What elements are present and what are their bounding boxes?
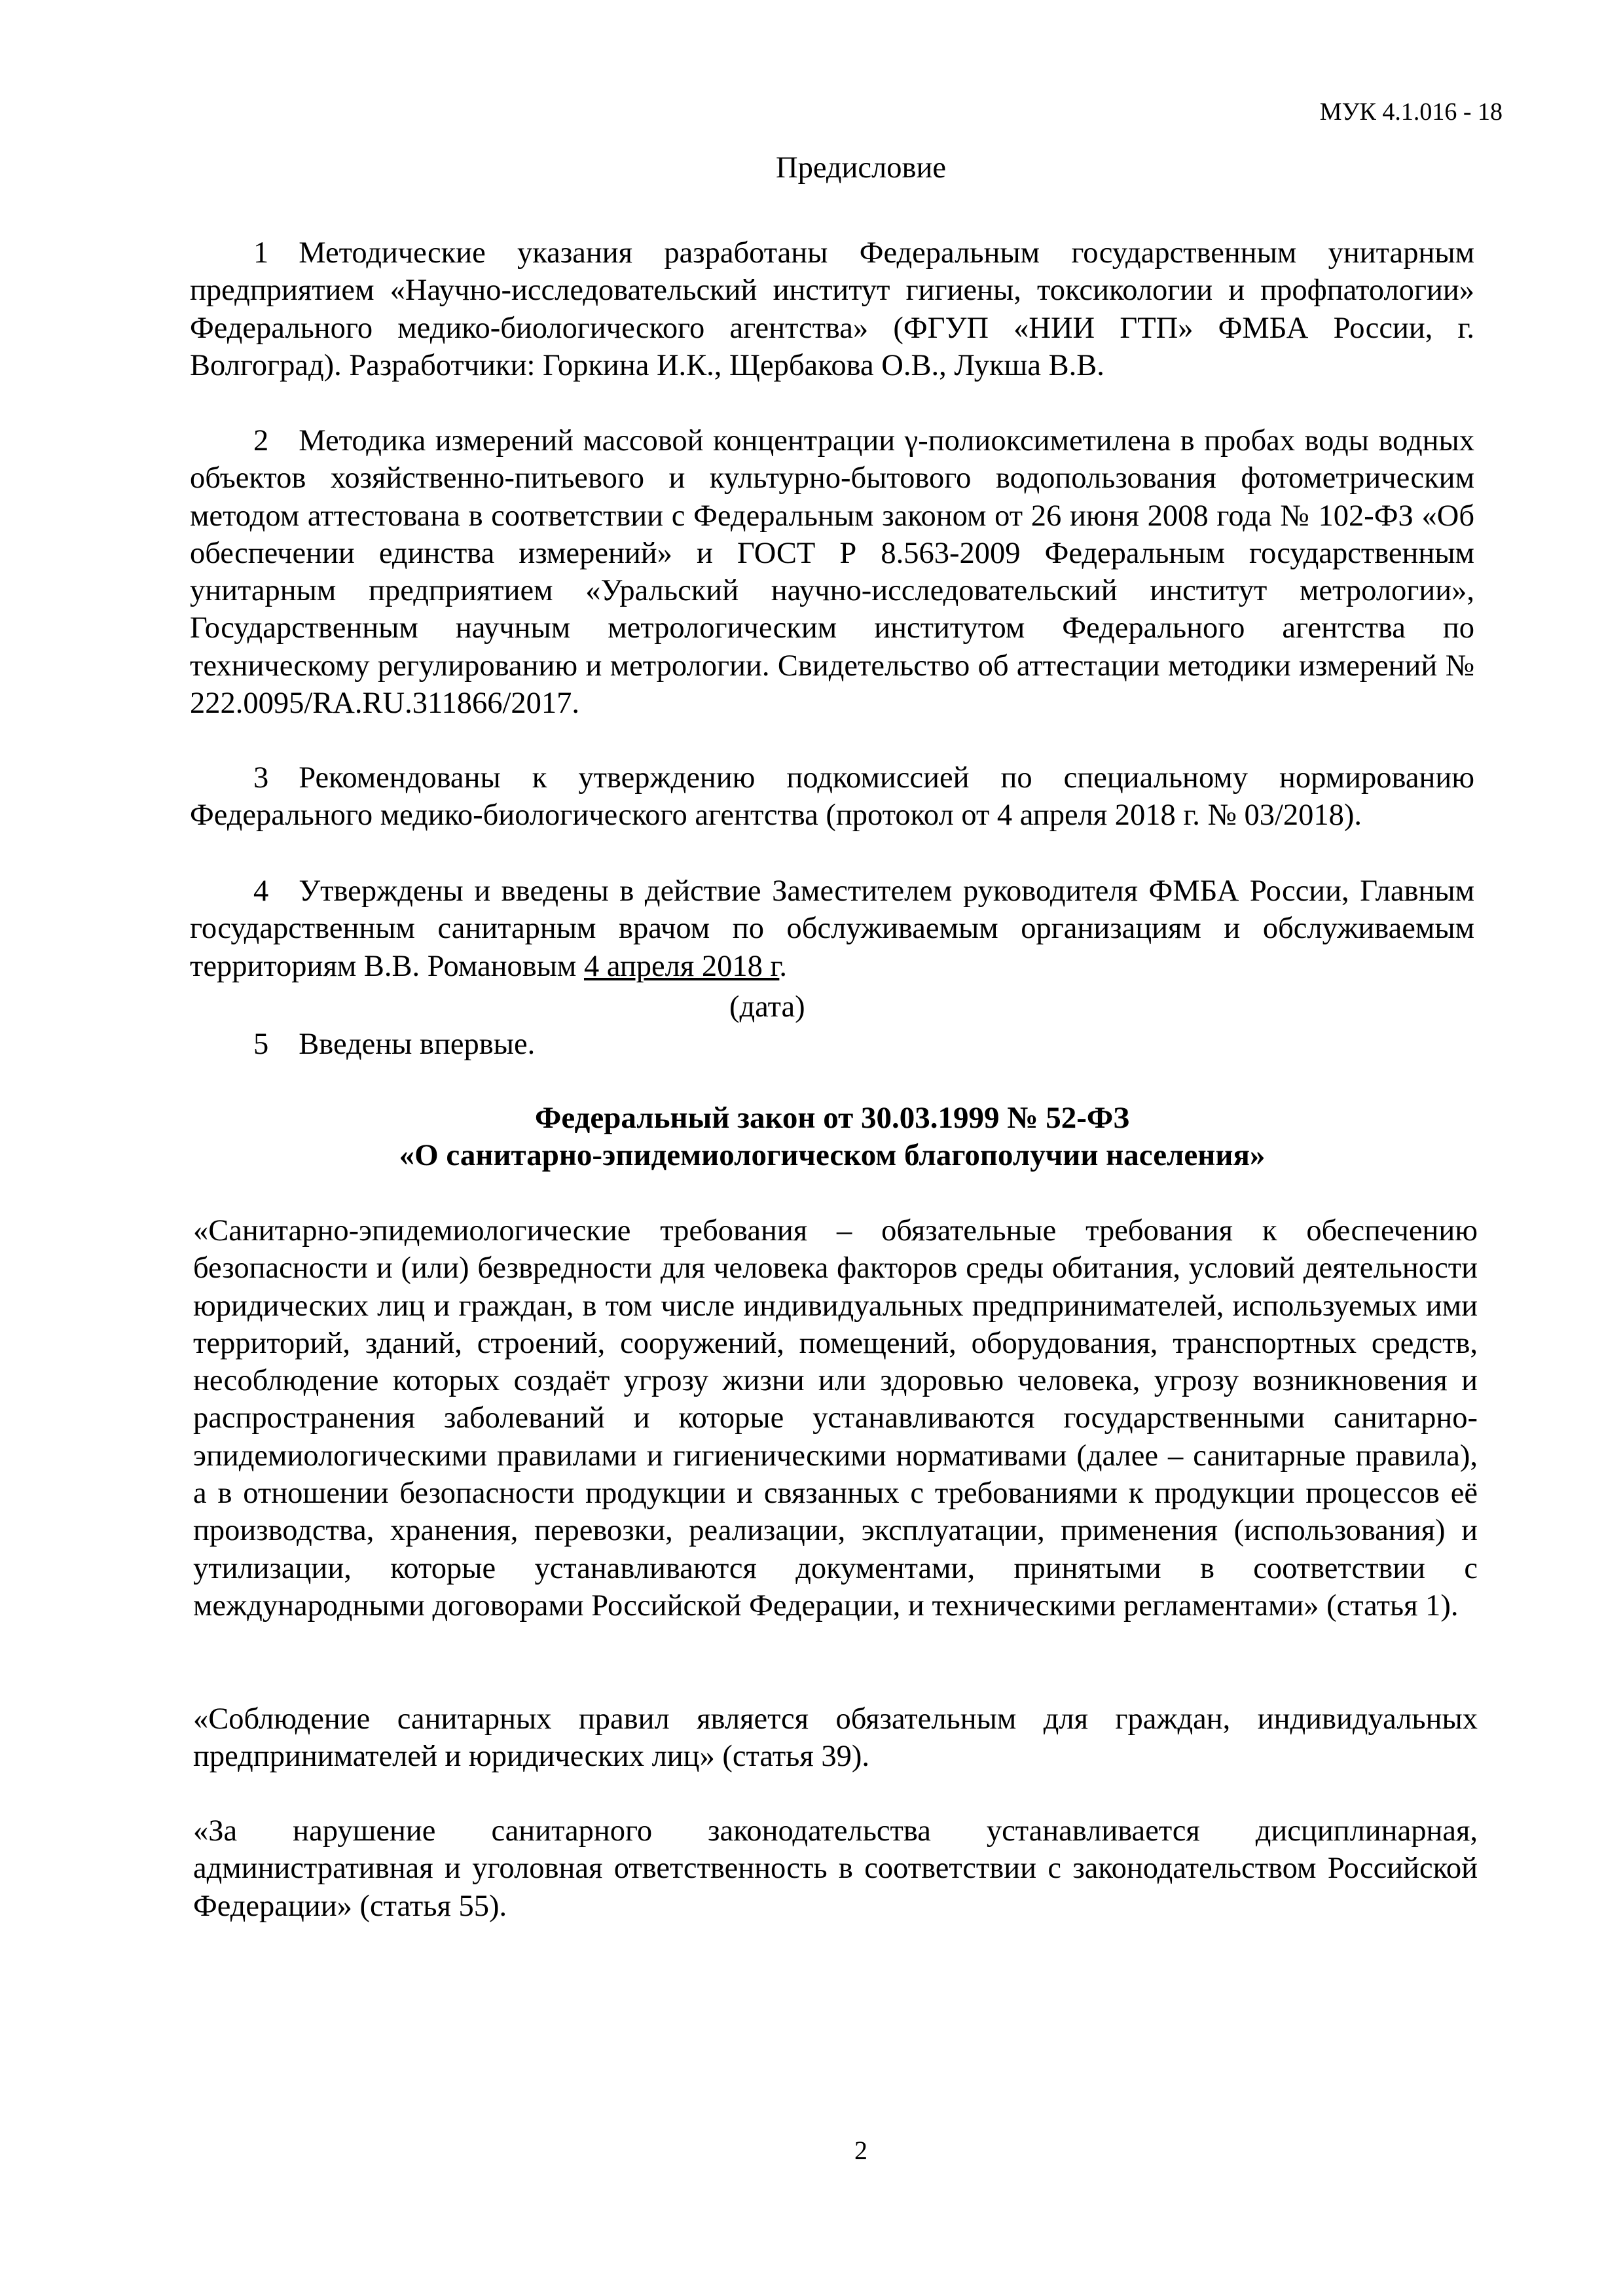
item-number: 4 (253, 874, 269, 908)
item-number: 3 (253, 761, 269, 795)
law-title-line-2: «О санитарно-эпидемиологическом благополучии населения» (399, 1138, 1266, 1173)
preface-item-3 (190, 759, 1474, 834)
item-text: Рекомендованы к утверждению подкомиссией по специальному нормированию Федерального медико-биологического агентства (протокол от 4 апреля 2018 г. № 03/2018). (190, 761, 1474, 833)
document-code: МУК 4.1.016 - 18 (1319, 98, 1503, 126)
item-text: Методические указания разработаны Федеральным государственным унитарным предприятием «Научно-исследовательский институт гигиены, токсикологии и профпатологии» Федерального медико-биологического агентства» (ФГУП «НИИ ГТП» ФМБА России, г. Волгоград). Разработчики: Горкина И.К., Щербакова О.В., Лукша В.В. (190, 236, 1474, 382)
item-number: 5 (253, 1028, 269, 1061)
preface-title: Предисловие (776, 151, 946, 185)
law-title (190, 1100, 1474, 1175)
preface-item-1 (190, 234, 1474, 384)
law-quote-1: «Санитарно-эпидемиологические требования – обязательные требования к обеспечению безопасности и (или) безвредности для человека факторов среды обитания, условий деятельности юридических лиц и граждан, в том числе индивидуальных предпринимателей, используемых ими территорий, зданий, строений, сооружений, помещений, оборудования, транспортных средств, несоблюдение которых создаёт угрозу жизни или здоровью человека, угрозу возникновения и распространения заболеваний и которые устанавливаются государственными санитарно-эпидемиологическими правилами и гигиеническими нормативами (далее – санитарные правила), а в отношении безопасности продукции и связанных с требованиями к продукции процессов её производства, хранения, перевозки, реализации, эксплуатации, применения (использования) и утилизации, которые устанавливаются документами, принятыми в соответствии с международными договорами Российской Федерации, и техническими регламентами» (статья 1). (193, 1214, 1478, 1623)
preface-item-2 (190, 422, 1474, 722)
item-text: Введены впервые. (299, 1028, 536, 1061)
law-quote-2: «Соблюдение санитарных правил является обязательным для граждан, индивидуальных предпринимателей и юридических лиц» (статья 39). (193, 1702, 1478, 1774)
page-number: 2 (854, 2136, 867, 2165)
preface-item-4: 4 Утверждены и введены в действие Заместителем руководителя ФМБА России, Главным государственным санитарным врачом по обслуживаемым организациям и обслуживаемым территориям В.В. Романовым 4 апреля 2018 г. (190, 872, 1474, 985)
item-number: 1 (253, 236, 269, 270)
approval-date: 4 апреля 2018 г (583, 949, 780, 983)
item-number: 2 (253, 424, 269, 457)
item-text: Методика измерений массовой концентрации γ-полиоксиметилена в пробах воды водных объектов хозяйственно-питьевого и культурно-бытового водопользования фотометрическим методом аттестована в соответствии с Федеральным законом от 26 июня 2008 года № 102-ФЗ «Об обеспечении единства измерений» и ГОСТ Р 8.563-2009 Федеральным государственным унитарным предприятием «Уральский научно-исследовательский институт метрологии», Государственным научным метрологическим институтом Федерального агентства по техническому регулированию и метрологии. Свидетельство об аттестации методики измерений № 222.0095/RA.RU.311866/2017. (190, 424, 1474, 721)
item-text: Утверждены и введены в действие Заместителем руководителя ФМБА России, Главным государственным санитарным врачом по обслуживаемым организациям и обслуживаемым территориям В.В. Романовым (190, 874, 1474, 983)
law-title-line-1: Федеральный закон от 30.03.1999 № 52-ФЗ (534, 1101, 1130, 1135)
date-caption: (дата) (729, 990, 805, 1024)
preface-item-5 (190, 1026, 1474, 1063)
law-quote-3: «За нарушение санитарного законодательства устанавливается дисциплинарная, административная и уголовная ответственность в соответствии с законодательством Российской Федерации» (статья 55). (193, 1814, 1478, 1923)
